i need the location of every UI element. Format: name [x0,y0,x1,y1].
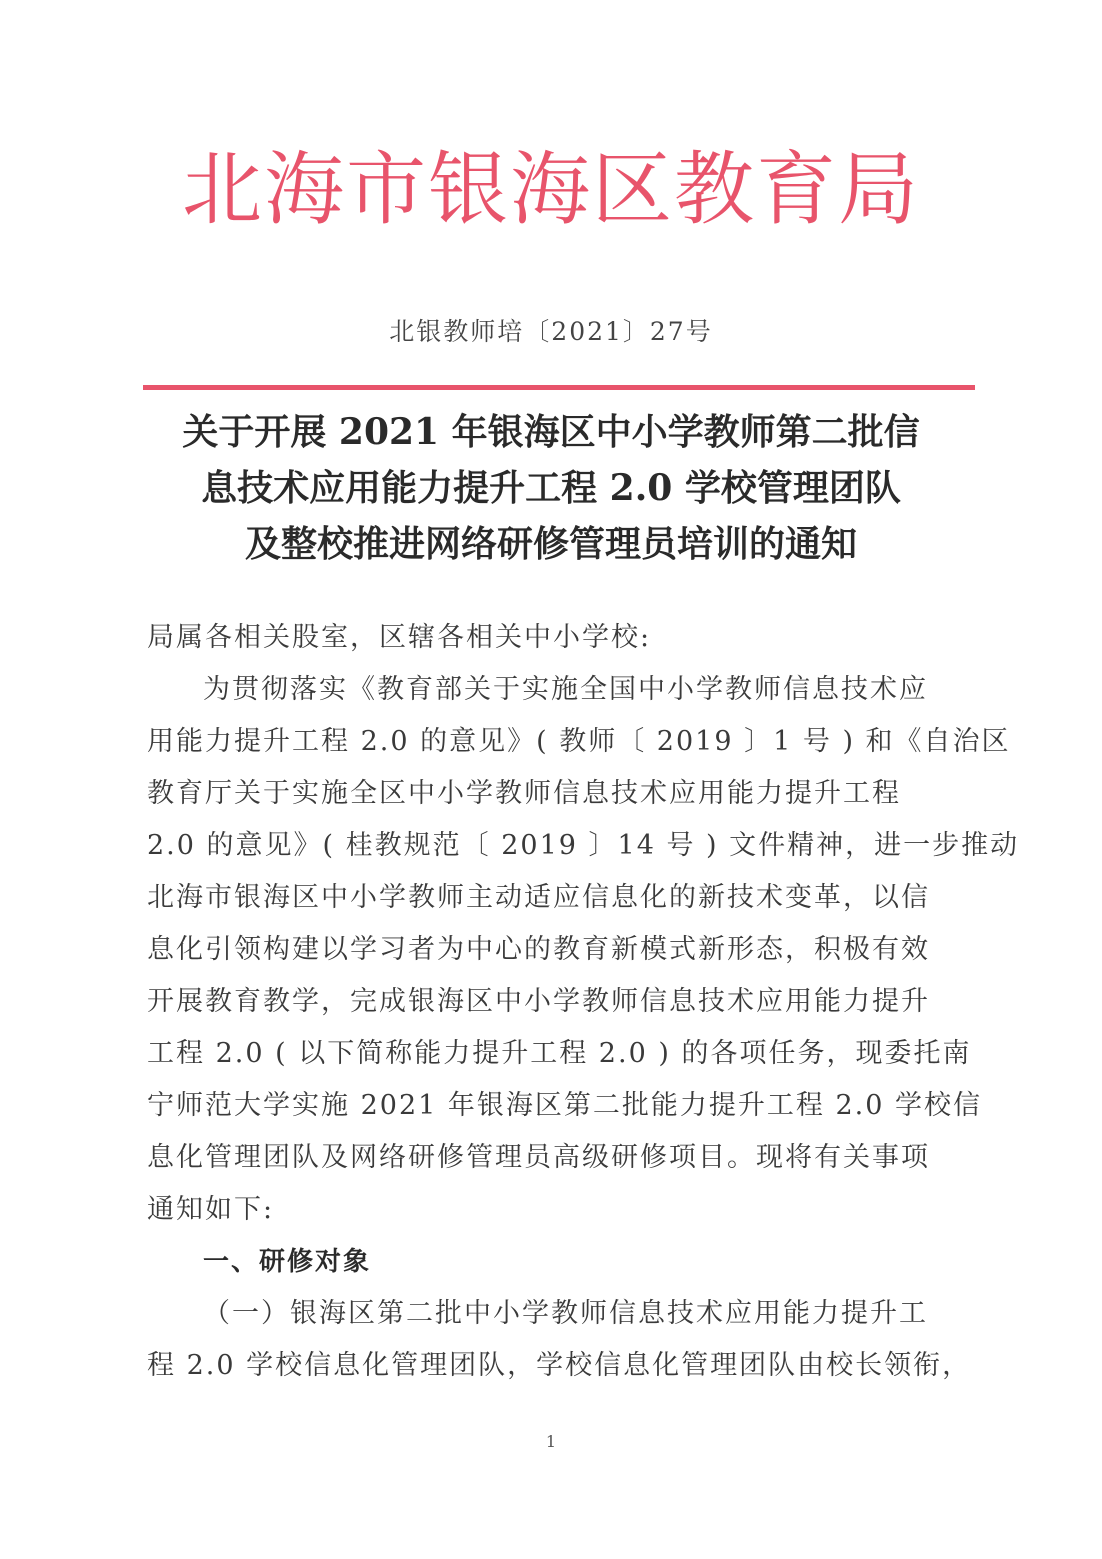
red-divider [143,385,975,390]
page-number: 1 [545,1432,557,1451]
text-line: 通知如下: [147,1194,275,1225]
issuing-organization: 北海市银海区教育局 [182,143,920,236]
document-number: 北银教师培〔2021〕27号 [389,317,713,346]
text-line: 为贯彻落实《教育部关于实施全国中小学教师信息技术应 [203,674,928,705]
title-line: 关于开展 2021 年银海区中小学教师第二批信 [182,411,920,453]
text-line: （一）银海区第二批中小学教师信息技术应用能力提升工 [203,1298,928,1329]
text-line: 工程 2.0 ( 以下简称能力提升工程 2.0 ) 的各项任务，现委托南 [147,1038,972,1069]
title-line: 及整校推进网络研修管理员培训的通知 [244,523,857,565]
document-title [140,404,962,572]
text-line: 北海市银海区中小学教师主动适应信息化的新技术变革，以信 [147,882,930,913]
section-heading: 一、研修对象 [203,1247,372,1277]
text-line: 用能力提升工程 2.0 的意见》( 教师〔 2019 〕1 号 ) 和《自治区 [147,726,1011,757]
text-line: 程 2.0 学校信息化管理团队，学校信息化管理团队由校长领衔， [147,1350,972,1381]
paragraph-intro [147,664,1020,1236]
text-line: 开展教育教学，完成银海区中小学教师信息技术应用能力提升 [147,986,930,1017]
text-line: 息化管理团队及网络研修管理员高级研修项目。现将有关事项 [147,1142,930,1173]
salutation: 局属各相关股室，区辖各相关中小学校: [147,622,652,653]
title-line: 息技术应用能力提升工程 2.0 学校管理团队 [201,467,901,509]
text-line: 宁师范大学实施 2021 年银海区第二批能力提升工程 2.0 学校信 [147,1090,982,1121]
paragraph-section1 [147,1288,972,1392]
text-line: 息化引领构建以学习者为中心的教育新模式新形态，积极有效 [147,934,930,965]
text-line: 教育厅关于实施全区中小学教师信息技术应用能力提升工程 [147,778,901,809]
document-body [147,612,1020,1392]
text-line: 2.0 的意见》( 桂教规范〔 2019 〕14 号 ) 文件精神，进一步推动 [147,830,1020,861]
